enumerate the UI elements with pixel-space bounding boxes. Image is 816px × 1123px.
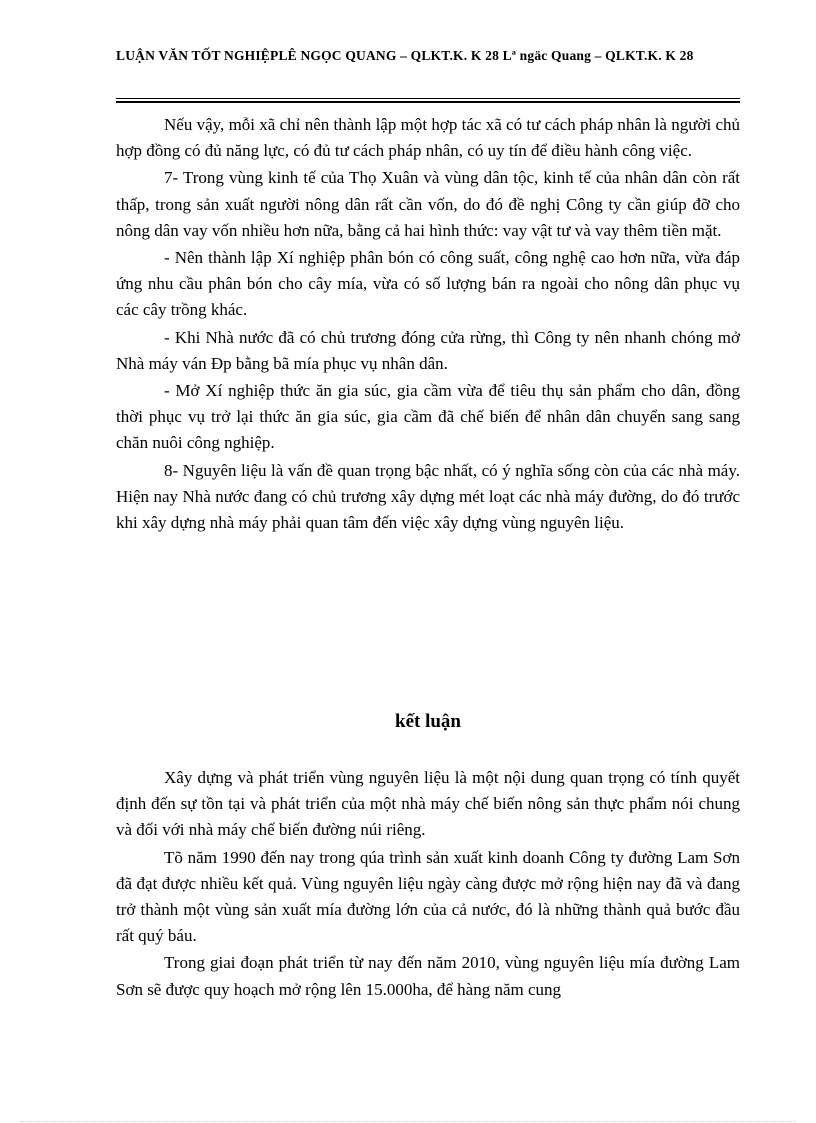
recommendations-section [116,112,740,536]
running-header: LUẬN VĂN TỐT NGHIỆPLÊ NGỌC QUANG – QLKT.K. K 28 Lª ngäc Quang – QLKT.K. K 28 [116,48,694,63]
paragraph: Nếu vậy, mỗi xã chỉ nên thành lập một hợp tác xã có tư cách pháp nhân là người chủ hợp đồng có đủ năng lực, có đủ tư cách pháp nhân, có uy tín để điều hành công việc. [116,115,740,161]
header-rule-thick [116,101,740,103]
paragraph: 7- Trong vùng kinh tế của Thọ Xuân và vùng dân tộc, kinh tế của nhân dân còn rất thấp, trong sản xuất người nông dân rất cần vốn, do đó đề nghị Công ty cần giúp đỡ cho nông dân vay vốn nhiều hơn nữa, bằng cả hai hình thức: vay vật tư và vay thêm tiền mặt. [116,168,740,240]
paragraph: - Khi Nhà nước đã có chủ trương đóng cửa rừng, thì Công ty nên nhanh chóng mở Nhà máy ván Đp bằng bã mía phục vụ nhân dân. [116,327,740,373]
conclusion-heading: kết luận [395,711,461,732]
paragraph: Trong giai đoạn phát triển từ nay đến năm 2010, vùng nguyên liệu mía đường Lam Sơn sẽ được quy hoạch mở rộng lên 15.000ha, để hàng năm cung [116,953,740,999]
conclusion-section [116,765,740,1003]
paragraph: - Mở Xí nghiệp thức ăn gia súc, gia cầm vừa để tiêu thụ sản phẩm cho dân, đồng thời phục vụ trở lại thức ăn gia súc, gia cầm đã chế biến để nhân dân chuyển sang sang chăn nuôi công nghiệp. [116,381,740,453]
paragraph: 8- Nguyên liệu là vấn đề quan trọng bậc nhất, có ý nghĩa sống còn của các nhà máy. Hiện nay Nhà nước đang có chủ trương xây dựng mét loạt các nhà máy đường, do đó trước khi xây dựng nhà máy phải quan tâm đến việc xây dựng vùng nguyên liệu. [116,460,740,533]
header-rule-thin [116,98,740,99]
paragraph: Xây dựng và phát triển vùng nguyên liệu là một nội dung quan trọng có tính quyết định đến sự tồn tại và phát triển của một nhà máy chế biến nông sản thực phẩm nói chung và đối với nhà máy chế biến đường núi riêng. [116,768,740,840]
page-edge-divider [20,1121,796,1122]
paragraph: Tõ năm 1990 đến nay trong qúa trình sản xuất kinh doanh Công ty đường Lam Sơn đã đạt được nhiều kết quả. Vùng nguyên liệu ngày càng được mở rộng hiện nay đã và đang trở thành một vùng sản xuất mía đường lớn của cả nước, đó là những thành quả bước đầu rất quý báu. [116,847,740,946]
paragraph: - Nên thành lập Xí nghiệp phân bón có công suất, công nghệ cao hơn nữa, vừa đáp ứng nhu cầu phân bón cho cây mía, vừa có số lượng bán ra ngoài cho nông dân phục vụ các cây trồng khác. [116,248,740,320]
